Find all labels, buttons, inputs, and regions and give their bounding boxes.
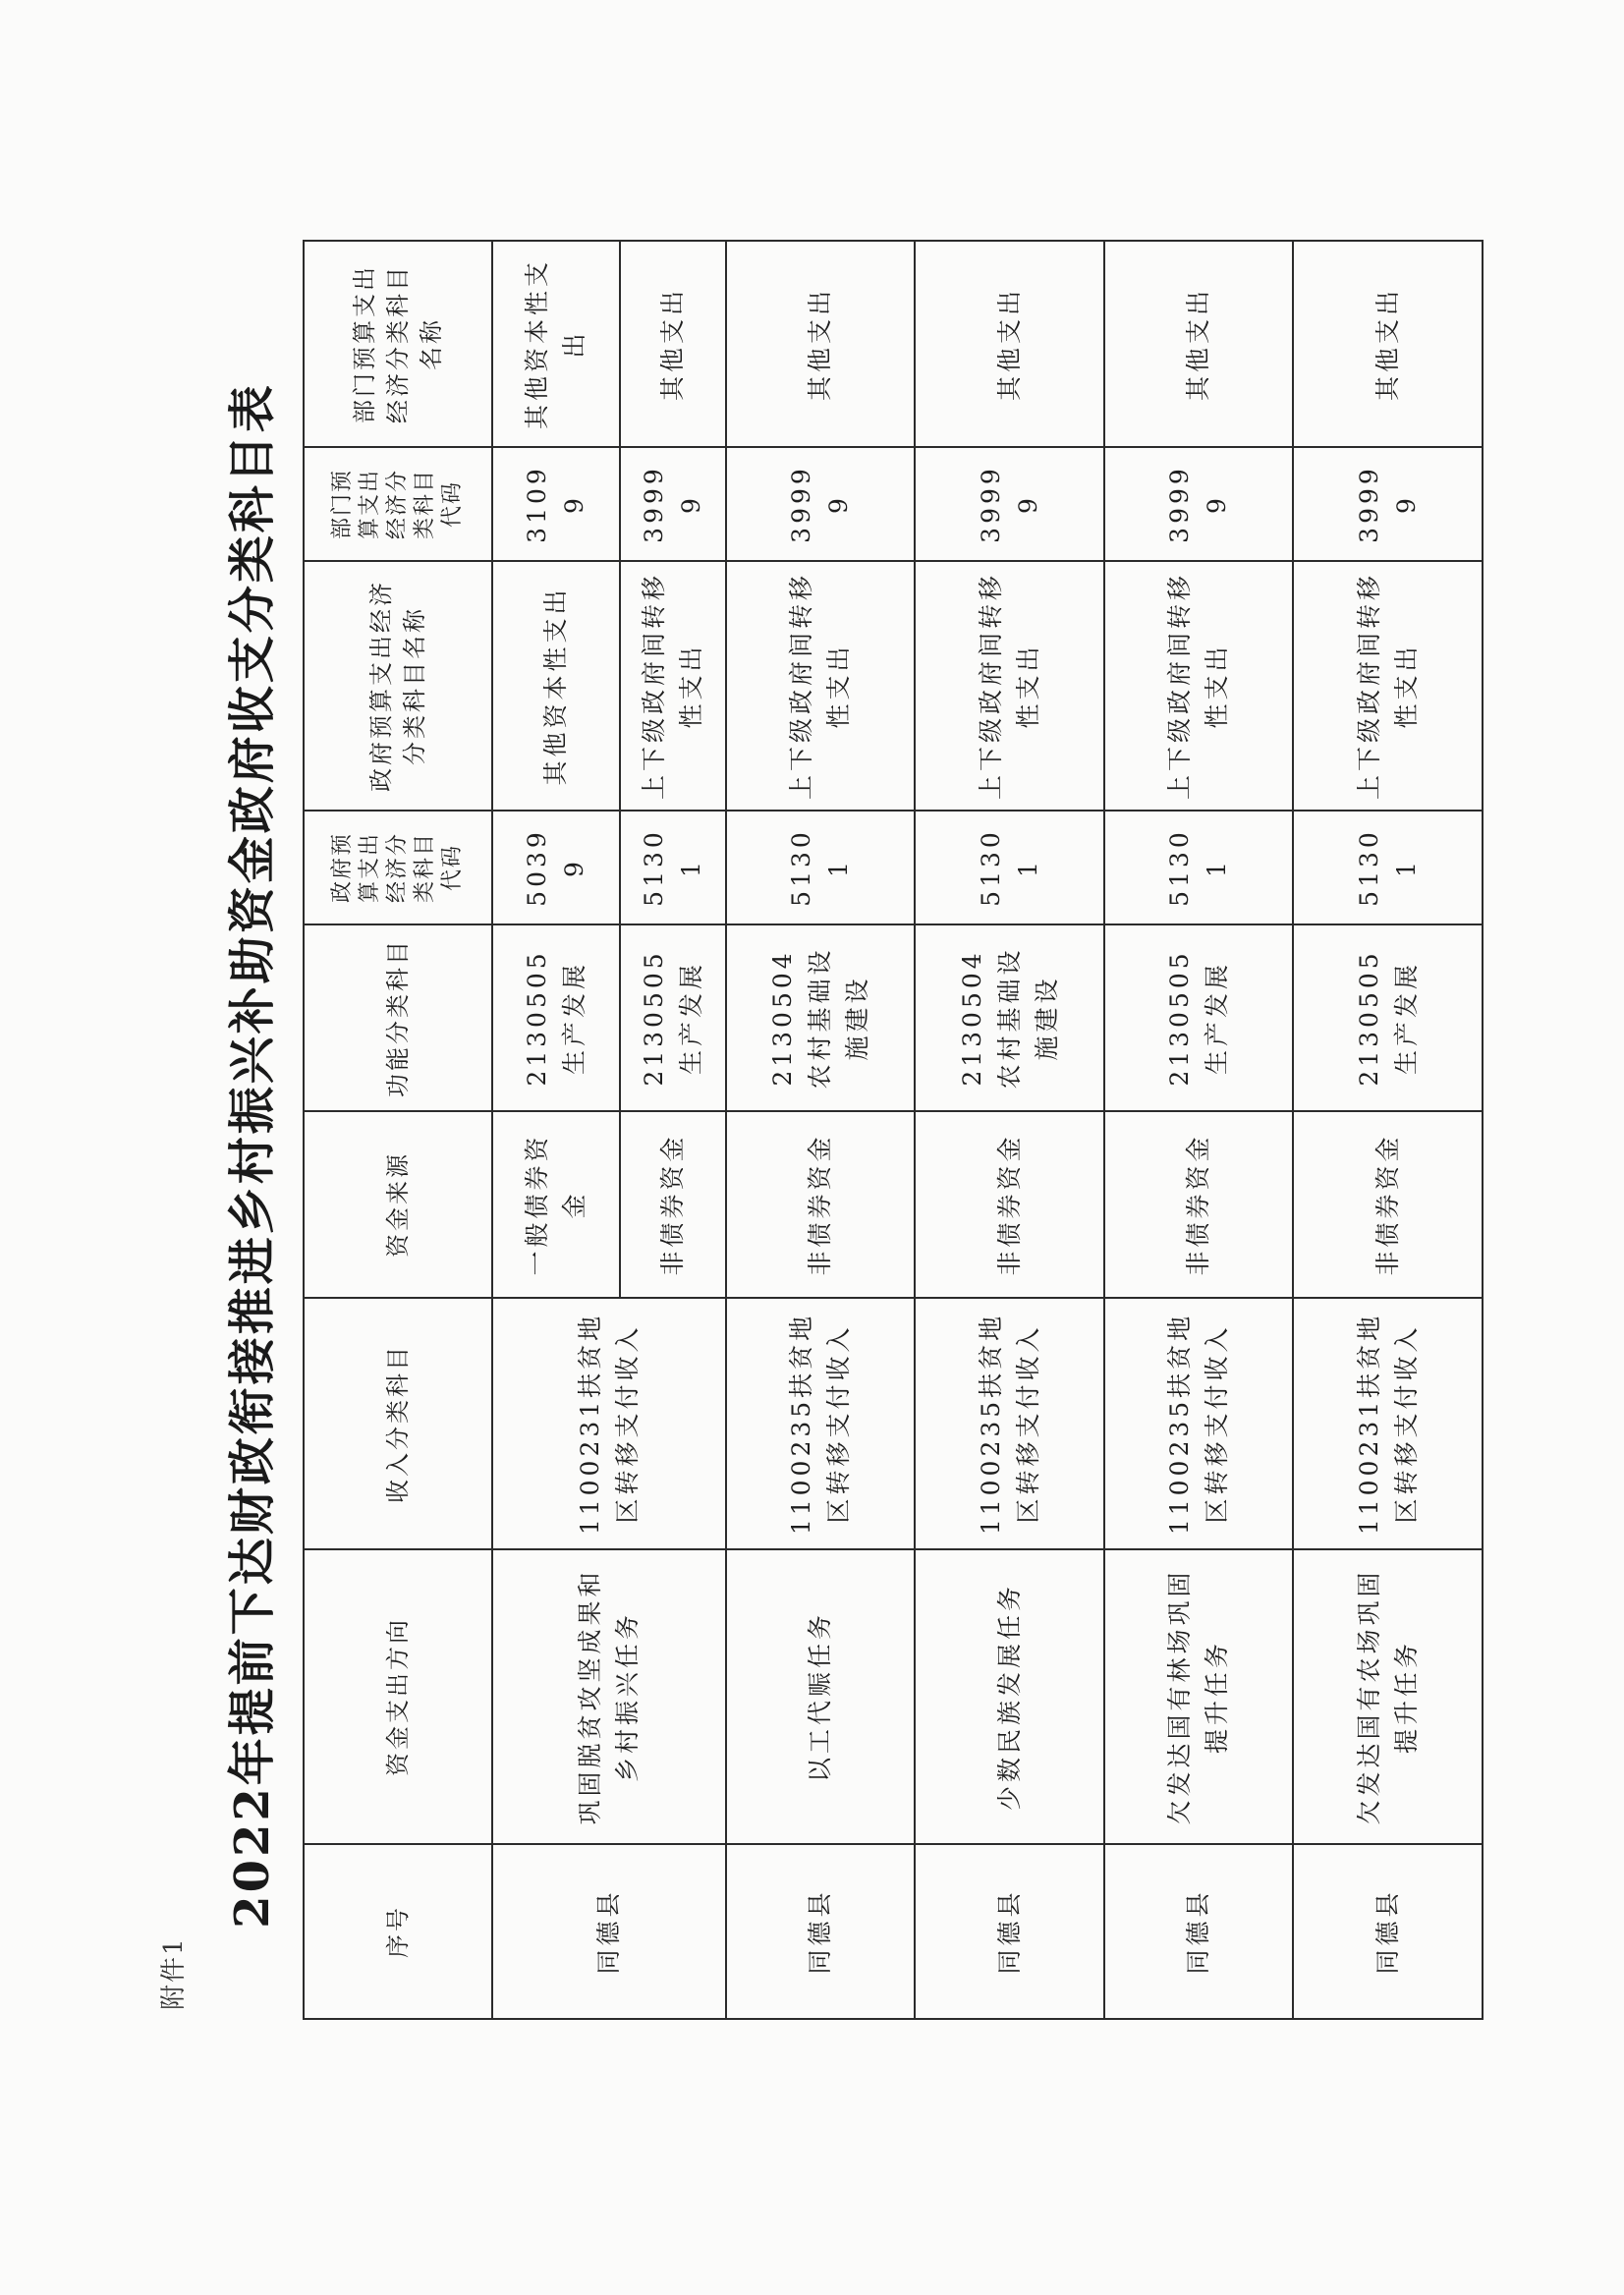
cell-seq: 同德县	[1104, 1844, 1294, 2019]
cell-dept-code: 39999	[620, 447, 726, 561]
cell-income: 1100235扶贫地区转移支付收入	[1104, 1298, 1294, 1549]
cell-gov-name: 其他资本性支出	[492, 561, 620, 811]
cell-source: 非债券资金	[915, 1111, 1104, 1298]
cell-dept-name: 其他支出	[1104, 241, 1294, 447]
cell-income: 1100235扶贫地区转移支付收入	[726, 1298, 916, 1549]
cell-source: 非债券资金	[726, 1111, 916, 1298]
cell-seq: 同德县	[492, 1844, 726, 2019]
header-seq: 序号	[304, 1844, 492, 2019]
header-source: 资金来源	[304, 1111, 492, 1298]
cell-function: 2130505生产发展	[620, 924, 726, 1111]
classification-table	[303, 240, 1484, 2020]
cell-function: 2130505生产发展	[1104, 924, 1294, 1111]
cell-gov-name: 上下级政府间转移性支出	[726, 561, 916, 811]
header-income: 收入分类科目	[304, 1298, 492, 1549]
cell-gov-code: 51301	[1104, 811, 1294, 924]
cell-direction: 巩固脱贫攻坚成果和乡村振兴任务	[492, 1549, 726, 1844]
cell-dept-name: 其他支出	[620, 241, 726, 447]
cell-direction: 欠发达国有林场巩固提升任务	[1104, 1549, 1294, 1844]
table-row	[726, 241, 916, 2019]
cell-source: 非债券资金	[1293, 1111, 1483, 1298]
cell-function: 2130505生产发展	[492, 924, 620, 1111]
cell-source: 非债券资金	[620, 1111, 726, 1298]
cell-direction: 以工代赈任务	[726, 1549, 916, 1844]
cell-gov-name: 上下级政府间转移性支出	[915, 561, 1104, 811]
cell-function: 2130504农村基础设施建设	[915, 924, 1104, 1111]
cell-gov-code: 51301	[726, 811, 916, 924]
header-gov-name: 政府预算支出经济分类科目名称	[304, 561, 492, 811]
cell-income: 1100231扶贫地区转移支付收入	[1293, 1298, 1483, 1549]
cell-dept-code: 39999	[1293, 447, 1483, 561]
cell-dept-name: 其他支出	[726, 241, 916, 447]
cell-dept-code: 31099	[492, 447, 620, 561]
cell-income: 1100231扶贫地区转移支付收入	[492, 1298, 726, 1549]
cell-dept-code: 39999	[1104, 447, 1294, 561]
cell-function: 2130505生产发展	[1293, 924, 1483, 1111]
table-row	[915, 241, 1104, 2019]
cell-function: 2130504农村基础设施建设	[726, 924, 916, 1111]
cell-direction: 欠发达国有农场巩固提升任务	[1293, 1549, 1483, 1844]
cell-gov-code: 51301	[915, 811, 1104, 924]
cell-source: 一般债券资金	[492, 1111, 620, 1298]
cell-seq: 同德县	[726, 1844, 916, 2019]
cell-dept-code: 39999	[726, 447, 916, 561]
header-dept-code: 部门预算支出经济分类科目代码	[304, 447, 492, 561]
table-row	[1293, 241, 1483, 2019]
header-direction: 资金支出方向	[304, 1549, 492, 1844]
table-header-row	[304, 241, 492, 2019]
header-function: 功能分类科目	[304, 924, 492, 1111]
cell-dept-name: 其他资本性支出	[492, 241, 620, 447]
header-gov-code: 政府预算支出经济分类科目代码	[304, 811, 492, 924]
cell-direction: 少数民族发展任务	[915, 1549, 1104, 1844]
cell-dept-name: 其他支出	[1293, 241, 1483, 447]
cell-income: 1100235扶贫地区转移支付收入	[915, 1298, 1104, 1549]
cell-gov-name: 上下级政府间转移性支出	[1104, 561, 1294, 811]
cell-dept-code: 39999	[915, 447, 1104, 561]
cell-dept-name: 其他支出	[915, 241, 1104, 447]
table-row	[1104, 241, 1294, 2019]
cell-seq: 同德县	[915, 1844, 1104, 2019]
cell-gov-name: 上下级政府间转移性支出	[620, 561, 726, 811]
table-row	[492, 241, 620, 2019]
cell-seq: 同德县	[1293, 1844, 1483, 2019]
page-title: 2022年提前下达财政衔接推进乡村振兴补助资金政府收支分类科目表	[225, 382, 280, 1929]
cell-gov-code: 51301	[620, 811, 726, 924]
cell-gov-code: 51301	[1293, 811, 1483, 924]
cell-source: 非债券资金	[1104, 1111, 1294, 1298]
attachment-label: 附件1	[159, 1936, 189, 2010]
cell-gov-code: 50399	[492, 811, 620, 924]
cell-gov-name: 上下级政府间转移性支出	[1293, 561, 1483, 811]
header-dept-name: 部门预算支出经济分类科目名称	[304, 241, 492, 447]
